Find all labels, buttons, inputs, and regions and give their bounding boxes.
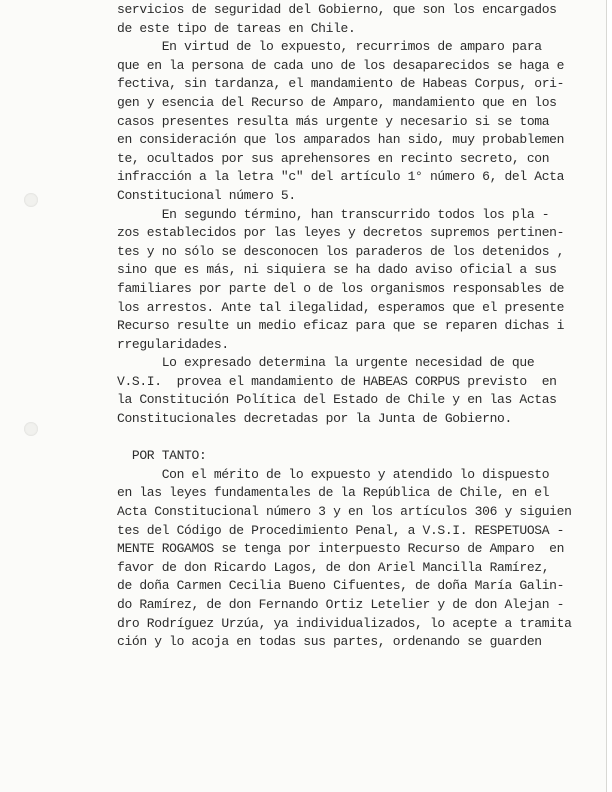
- text-line: MENTE ROGAMOS se tenga por interpuesto Recurso de Amparo en: [117, 541, 565, 557]
- text-line: fectiva, sin tardanza, el mandamiento de Habeas Corpus, ori-: [117, 76, 565, 92]
- text-line: Acta Constitucional número 3 y en los artículos 306 y siguien: [117, 504, 572, 520]
- text-line: gen y esencia del Recurso de Amparo, mandamiento que en los: [117, 94, 557, 110]
- text-line: familiares por parte del o de los organismos responsables de: [117, 280, 565, 296]
- text-line: de doña Carmen Cecilia Bueno Cifuentes, de doña María Galin-: [117, 578, 565, 594]
- text-line: que en la persona de cada uno de los desaparecidos se haga e: [117, 57, 565, 73]
- text-line: En segundo término, han transcurrido todos los pla -: [117, 206, 550, 222]
- paragraph-4: [117, 354, 577, 428]
- text-line: En virtud de lo expuesto, recurrimos de amparo para: [117, 39, 542, 55]
- paragraph-1: [117, 1, 577, 38]
- text-line: Lo expresado determina la urgente necesidad de que: [117, 355, 535, 371]
- section-heading: POR TANTO:: [117, 448, 207, 464]
- text-line: zos establecidos por las leyes y decretos supremos pertinen-: [117, 225, 565, 241]
- text-line: ción y lo acoja en todas sus partes, ordenando se guarden: [117, 634, 542, 650]
- text-line: casos presentes resulta más urgente y necesario si se toma: [117, 113, 550, 129]
- text-line: Constitucional número 5.: [117, 187, 296, 203]
- text-line: la Constitución Política del Estado de Chile y en las Actas: [117, 392, 557, 408]
- text-line: Recurso resulte un medio eficaz para que se reparen dichas i: [117, 318, 565, 334]
- text-line: do Ramírez, de don Fernando Ortiz Letelier y de don Alejan -: [117, 597, 565, 612]
- text-line: los arrestos. Ante tal ilegalidad, esperamos que el presente: [117, 299, 565, 315]
- text-line: dro Rodríguez Urzúa, ya individualizados, lo acepte a tramita: [117, 615, 572, 631]
- paragraph-5: [117, 466, 577, 652]
- text-line: tes del Código de Procedimiento Penal, a V.S.I. RESPETUOSA -: [117, 522, 565, 538]
- text-line: V.S.I. provea el mandamiento de HABEAS CORPUS previsto en: [117, 373, 557, 389]
- binder-hole: [24, 193, 38, 207]
- text-line: Con el mérito de lo expuesto y atendido lo dispuesto: [117, 466, 550, 482]
- text-line: infracción a la letra "c" del artículo 1° número 6, del Acta: [117, 169, 565, 185]
- text-line: rregularidades.: [117, 336, 229, 352]
- text-line: tes y no sólo se desconocen los paraderos de los detenidos ,: [117, 243, 565, 259]
- document-body: [117, 1, 577, 652]
- text-line: servicios de seguridad del Gobierno, que son los encargados: [117, 2, 557, 17]
- text-line: Constitucionales decretadas por la Junta de Gobierno.: [117, 411, 512, 427]
- blank-line: [117, 429, 577, 448]
- text-line: te, ocultados por sus aprehensores en recinto secreto, con: [117, 150, 550, 166]
- paragraph-2: [117, 38, 577, 205]
- text-line: sino que es más, ni siquiera se ha dado aviso oficial a sus: [117, 262, 557, 278]
- paragraph-3: [117, 206, 577, 355]
- text-line: favor de don Ricardo Lagos, de don Ariel Mancilla Ramírez,: [117, 559, 550, 575]
- binder-hole: [24, 422, 38, 436]
- text-line: en las leyes fundamentales de la República de Chile, en el: [117, 485, 550, 501]
- text-line: de este tipo de tareas en Chile.: [117, 20, 356, 36]
- text-line: en consideración que los amparados han sido, muy probablemen: [117, 132, 565, 148]
